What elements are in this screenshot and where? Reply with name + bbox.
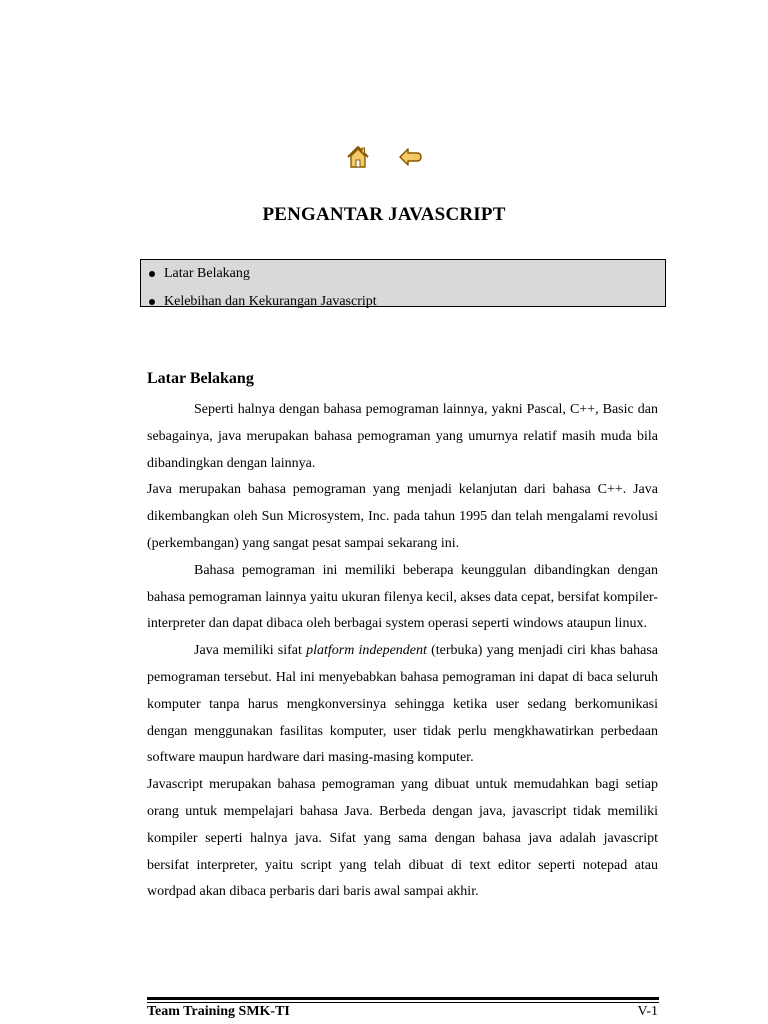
section-body bbox=[147, 397, 658, 906]
bullet-icon bbox=[149, 271, 155, 277]
home-icon[interactable] bbox=[345, 144, 371, 170]
toc-item-latar-belakang[interactable] bbox=[147, 262, 665, 286]
paragraph-text: (terbuka) yang menjadi ciri khas bahasa pemograman tersebut. Hal ini menyebabkan bahasa pemograman ini dapat di baca seluruh komputer tanpa harus mengkonversinya sehingga ketika user sedang berkomunikasi dengan menggunakan fasilitas komputer, user tidak perlu mengkhawatirkan perbedaan software maupun hardware dari masing-masing komputer. bbox=[147, 643, 658, 766]
toc-item-label: Kelebihan dan Kekurangan Javascript bbox=[164, 294, 377, 309]
section-heading: Latar Belakang bbox=[147, 370, 254, 387]
footer-divider bbox=[147, 997, 659, 1000]
page-number: V-1 bbox=[637, 1004, 658, 1019]
paragraph: Bahasa pemograman ini memiliki beberapa keunggulan dibandingkan dengan bahasa pemograman lainnya yaitu ukuran filenya kecil, akses data cepat, bersifat kompiler-interpreter dan dapat dibaca oleh berbagai system operasi seperti windows ataupun linux. bbox=[147, 562, 658, 632]
navigation-icons bbox=[0, 144, 768, 170]
paragraph: Javascript merupakan bahasa pemograman yang dibuat untuk memudahkan bagi setiap orang untuk mempelajari bahasa Java. Berbeda dengan java, javascript tidak memiliki kompiler seperti halnya java. Sifat yang sama dengan bahasa java adalah javascript bersifat interpreter, yaitu script yang telah dibuat di text editor seperti notepad atau wordpad akan dibaca perbaris dari baris awal sampai akhir. bbox=[147, 777, 658, 900]
paragraph-text: Java memiliki sifat bbox=[194, 643, 307, 659]
italic-term: platform independent bbox=[306, 643, 427, 659]
paragraph: Java merupakan bahasa pemograman yang menjadi kelanjutan dari bahasa C++. Java dikembangkan oleh Sun Microsystem, Inc. pada tahun 1995 dan telah mengalami revolusi (perkembangan) yang sangat pesat sampai sekarang ini. bbox=[147, 482, 658, 551]
page-title: PENGANTAR JAVASCRIPT bbox=[262, 204, 506, 225]
toc-item-label: Latar Belakang bbox=[164, 266, 250, 281]
bullet-icon bbox=[149, 299, 155, 305]
paragraph: Seperti halnya dengan bahasa pemograman lainnya, yakni Pascal, C++, Basic dan sebagainya, java merupakan bahasa pemograman yang umurnya relatif masih muda bila dibandingkan dengan lainnya. bbox=[147, 402, 658, 471]
footer-divider bbox=[147, 1002, 659, 1003]
footer-author: Team Training SMK-TI bbox=[147, 1004, 290, 1019]
paragraph bbox=[147, 638, 658, 772]
table-of-contents bbox=[140, 259, 666, 307]
back-arrow-icon[interactable] bbox=[397, 144, 423, 170]
toc-item-kelebihan-kekurangan[interactable] bbox=[147, 290, 665, 314]
